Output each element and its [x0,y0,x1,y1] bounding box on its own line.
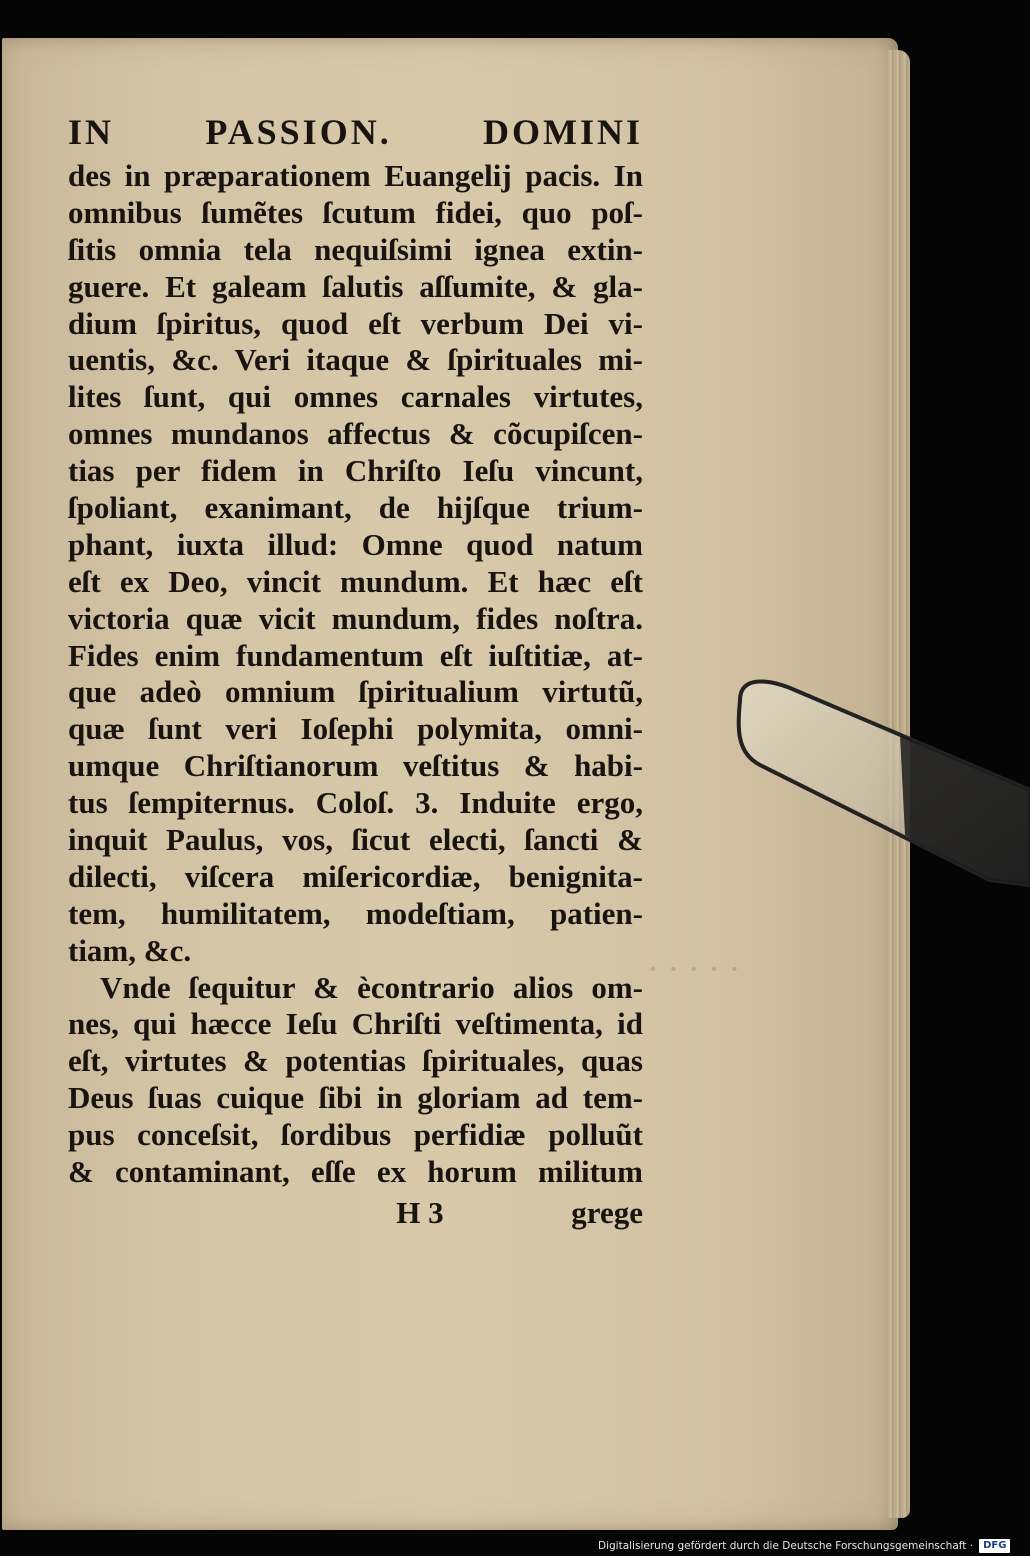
text-line: victoria quæ vicit mundum, fides noſtra. [68,600,643,636]
banner-text: Digitalisierung gefördert durch die Deutsche Forschungsgemeinschaft · [598,1540,974,1552]
text-line: tem, humilitatem, modeſtiam, patien- [68,895,643,931]
text-line: lites ſunt, qui omnes carnales virtutes, [68,379,643,415]
text-line: tiam, &c. [68,932,192,968]
text-line: Deus ſuas cuique ſibi in gloriam ad tem- [68,1080,643,1116]
digitization-banner [598,1538,1010,1554]
text-line: tias per fidem in Chriſto Ieſu vincunt, [68,453,643,489]
text-line: guere. Et galeam ſalutis aſſumite, & gla- [68,268,643,304]
text-line: eſt ex Deo, vincit mundum. Et hæc eſt [68,563,643,599]
page-edge [888,50,910,1518]
text-line: & contaminant, eſſe ex horum militum [68,1154,643,1190]
text-line: que adeò omnium ſpiritualium virtutũ, [68,674,643,710]
catchword: grege [571,1194,643,1230]
text-line: ſpoliant, exanimant, de hijſque trium- [68,490,643,526]
text-line: inquit Paulus, vos, ſicut electi, ſancti & [68,822,643,858]
text-block [68,108,643,1233]
text-line: Vnde ſequitur & ècontrario alios om- [100,969,643,1005]
text-line: quæ ſunt veri Ioſephi polymita, omni- [68,711,643,747]
text-line: omnibus ſumẽtes ſcutum fidei, quo poſ- [68,194,643,230]
text-line: dilecti, viſcera miſericordiæ, benignita- [68,858,643,894]
text-line: nes, qui hæcce Ieſu Chriſti veſtimenta, id [68,1006,643,1042]
bleed-through-text: · · · · · [648,950,740,988]
text-line: des in præparationem Euangelij pacis. In [68,158,643,193]
text-line: ſitis omnia tela nequiſsimi ignea extin- [68,231,643,267]
text-line: pus conceſsit, ſordibus perfidiæ polluũt [68,1117,643,1153]
page-footer [68,1193,643,1233]
text-line: omnes mundanos affectus & cõcupiſcen- [68,416,643,452]
text-line: eſt, virtutes & potentias ſpirituales, quas [68,1043,643,1079]
text-line: umque Chriſtianorum veſtitus & habi- [68,748,643,784]
text-line: tus ſempiternus. Coloſ. 3. Induite ergo, [68,785,643,821]
body-text [68,158,643,1191]
text-line: phant, iuxta illud: Omne quod natum [68,526,643,562]
running-head: IN PASSION. DOMINI [68,112,643,152]
text-line: Fides enim fundamentum eſt iuſtitiæ, at- [68,637,643,673]
signature-mark: H 3 [396,1194,444,1230]
text-line: uentis, &c. Veri itaque & ſpirituales mi- [68,342,643,378]
dfg-logo: DFG [979,1539,1010,1553]
text-line: dium ſpiritus, quod eſt verbum Dei vi- [68,305,643,341]
